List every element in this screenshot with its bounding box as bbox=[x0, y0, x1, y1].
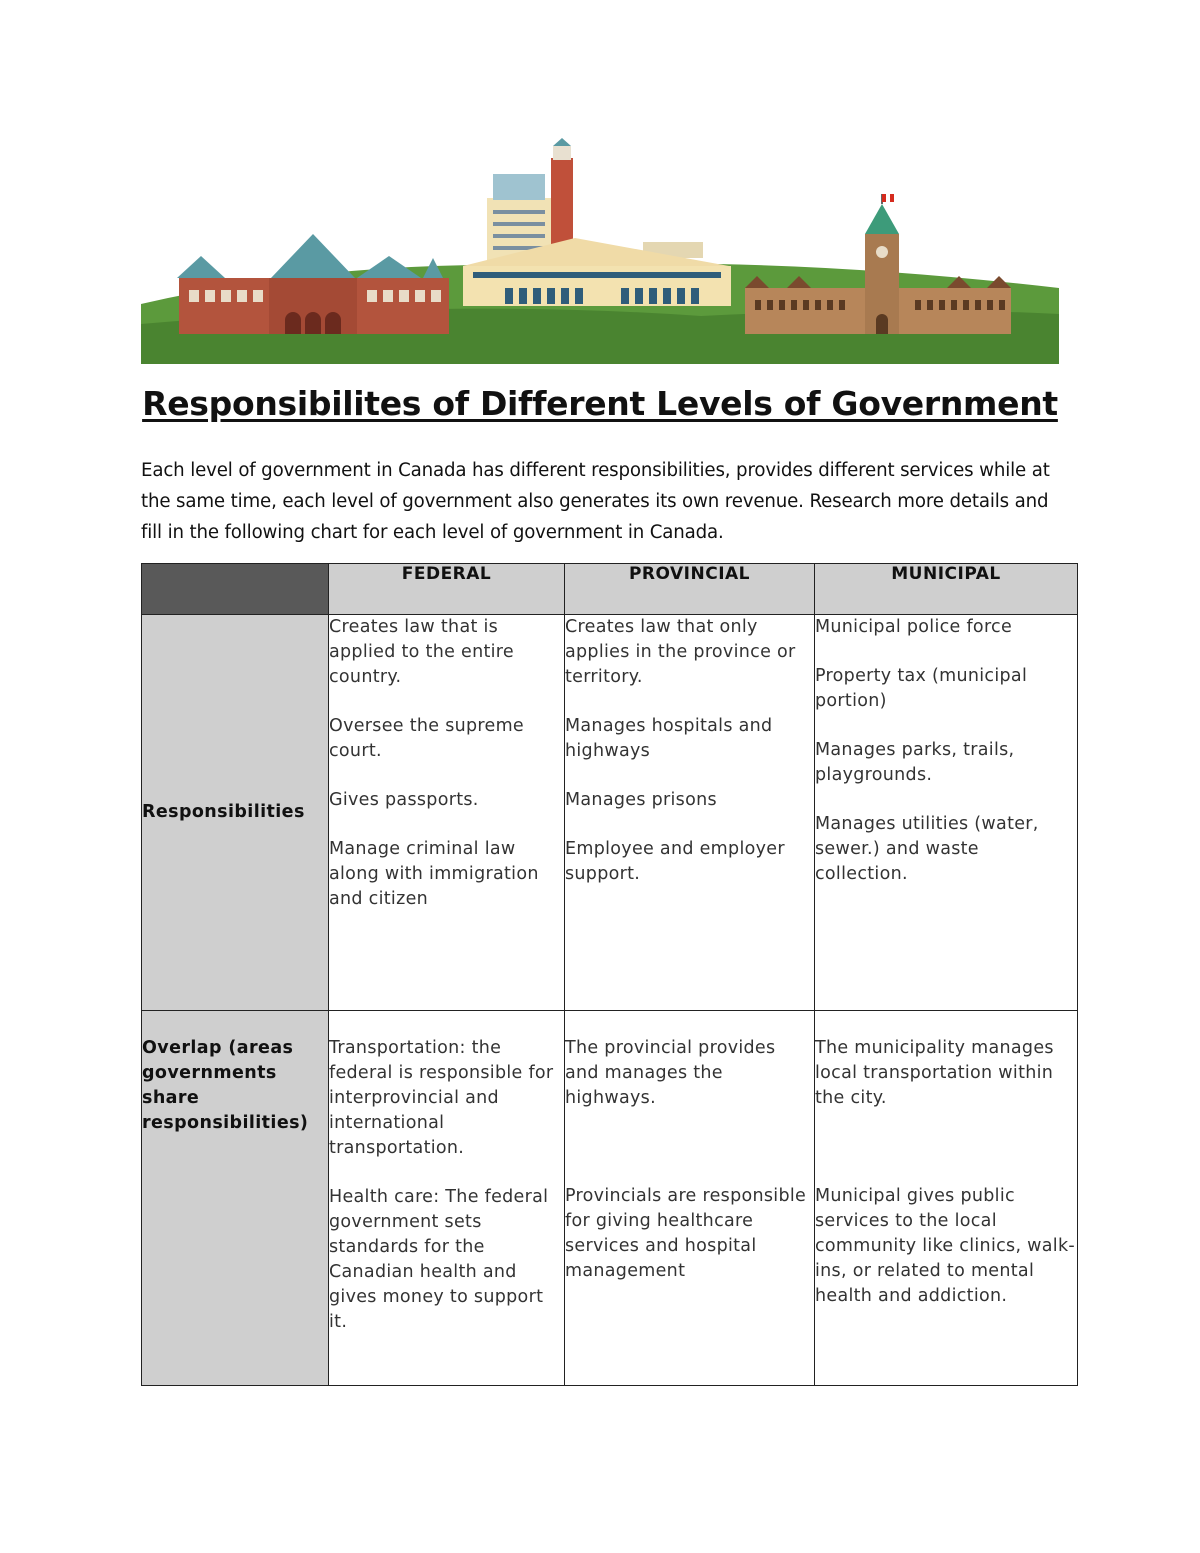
list-item: Oversee the supreme court. bbox=[329, 716, 524, 761]
list-item: Creates law that only applies in the province or territory. bbox=[565, 617, 796, 687]
list-item: Gives passports. bbox=[329, 790, 479, 810]
city-hall-buildings bbox=[463, 138, 731, 306]
government-buildings-illustration bbox=[141, 138, 1059, 364]
government-buildings-banner bbox=[141, 138, 1059, 364]
list-item: Manages hospitals and highways bbox=[565, 716, 773, 761]
list-item: Transportation: the federal is responsible for interprovincial and international transportation. bbox=[329, 1038, 554, 1158]
column-header-provincial: PROVINCIAL bbox=[565, 564, 815, 615]
parliament-building-right bbox=[745, 194, 1011, 334]
list-item: Provincials are responsible for giving healthcare services and hospital management bbox=[565, 1186, 807, 1281]
list-item: Manage criminal law along with immigration and citizen bbox=[329, 839, 539, 909]
legislature-building-left bbox=[177, 234, 449, 334]
government-responsibilities-table bbox=[141, 563, 1078, 1386]
federal-overlap-cell bbox=[329, 1011, 565, 1386]
list-item: Employee and employer support. bbox=[565, 839, 785, 884]
list-item: Manages prisons bbox=[565, 790, 717, 810]
list-item: The municipality manages local transportation within the city. bbox=[815, 1038, 1054, 1108]
row-header-responsibilities: Responsibilities bbox=[142, 615, 329, 1011]
provincial-responsibilities-cell bbox=[565, 615, 815, 1011]
municipal-overlap-cell bbox=[815, 1011, 1078, 1386]
provincial-overlap-cell bbox=[565, 1011, 815, 1386]
list-item: Municipal gives public services to the local community like clinics, walk-ins, or related to mental health and addiction. bbox=[815, 1186, 1076, 1306]
page-title: Responsibilites of Different Levels of Government bbox=[142, 384, 1058, 423]
list-item: Municipal police force bbox=[815, 617, 1013, 637]
federal-responsibilities-cell bbox=[329, 615, 565, 1011]
table-row bbox=[142, 1011, 1078, 1386]
list-item: Property tax (municipal portion) bbox=[815, 666, 1028, 711]
municipal-responsibilities-cell bbox=[815, 615, 1078, 1011]
list-item: Manages utilities (water, sewer.) and waste collection. bbox=[815, 814, 1039, 884]
table-row bbox=[142, 615, 1078, 1011]
row-header-overlap: Overlap (areas governments share responsibilities) bbox=[142, 1011, 329, 1386]
list-item: Health care: The federal government sets standards for the Canadian health and gives money to support it. bbox=[329, 1187, 549, 1332]
intro-paragraph: Each level of government in Canada has different responsibilities, provides different services while at the same time, each level of government also generates its own revenue. Research more details and fill in the following chart for each level of government in Canada. bbox=[141, 460, 1050, 543]
column-header-federal: FEDERAL bbox=[329, 564, 565, 615]
table-corner-cell bbox=[142, 564, 329, 615]
list-item: Creates law that is applied to the entire country. bbox=[329, 617, 514, 687]
column-header-municipal: MUNICIPAL bbox=[815, 564, 1078, 615]
table-header-row bbox=[142, 564, 1078, 615]
list-item: Manages parks, trails, playgrounds. bbox=[815, 740, 1015, 785]
list-item: The provincial provides and manages the highways. bbox=[565, 1038, 776, 1108]
